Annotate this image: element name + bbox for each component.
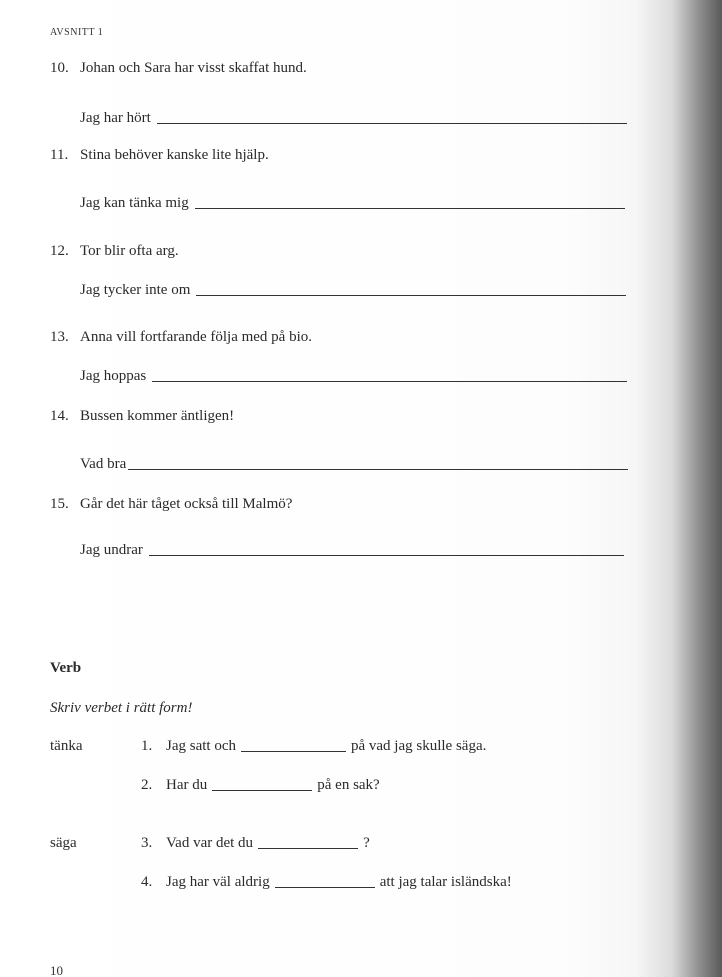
- answer-line: [80, 456, 628, 473]
- verb-after-text: att jag talar isländska!: [379, 874, 512, 890]
- exercise-number: 14.: [50, 408, 69, 424]
- verb-exercise-number: 1.: [141, 738, 153, 754]
- answer-blank[interactable]: [149, 554, 624, 556]
- answer-start: Jag har hört: [80, 110, 151, 126]
- answer-line: [80, 195, 625, 212]
- verb-word: säga: [50, 835, 77, 851]
- exercise-prompt: [50, 60, 307, 77]
- exercise-prompt: [50, 329, 312, 346]
- exercise-prompt: [50, 243, 179, 260]
- exercise-prompt-text: Johan och Sara har visst skaffat hund.: [80, 60, 307, 76]
- verb-after-text: på en sak?: [317, 777, 380, 793]
- exercise-prompt: [50, 496, 292, 513]
- verb-exercise-row: [141, 874, 512, 891]
- exercise-number: 12.: [50, 243, 69, 259]
- answer-blank[interactable]: [152, 380, 627, 382]
- answer-line: [80, 368, 627, 385]
- answer-blank[interactable]: [157, 122, 627, 124]
- verb-exercise-number: 4.: [141, 874, 153, 890]
- exercise-prompt-text: Bussen kommer äntligen!: [80, 408, 235, 424]
- exercise-number: 11.: [50, 147, 69, 163]
- verb-blank[interactable]: [258, 847, 358, 849]
- exercise-prompt-text: Går det här tåget också till Malmö?: [80, 496, 293, 512]
- verb-before-text: Har du: [166, 777, 208, 793]
- verb-blank[interactable]: [275, 886, 375, 888]
- answer-start: Jag undrar: [80, 542, 143, 558]
- answer-start: Jag hoppas: [80, 368, 147, 384]
- verb-blank[interactable]: [212, 789, 312, 791]
- exercise-prompt-text: Tor blir ofta arg.: [80, 243, 179, 259]
- verb-before-text: Jag satt och: [166, 738, 236, 754]
- verb-word: tänka: [50, 738, 83, 754]
- exercise-prompt-text: Anna vill fortfarande följa med på bio.: [80, 329, 313, 345]
- answer-line: [80, 110, 627, 127]
- answer-blank[interactable]: [195, 207, 625, 209]
- section-label: AVSNITT 1: [50, 27, 104, 38]
- verb-before-text: Vad var det du: [166, 835, 254, 851]
- exercise-prompt: [50, 408, 234, 425]
- verb-exercise-row: [141, 777, 380, 794]
- answer-blank[interactable]: [196, 294, 626, 296]
- exercise-number: 15.: [50, 496, 69, 512]
- verb-before-text: Jag har väl aldrig: [166, 874, 270, 890]
- answer-start: Jag kan tänka mig: [80, 195, 189, 211]
- exercise-number: 13.: [50, 329, 69, 345]
- exercise-prompt-text: Stina behöver kanske lite hjälp.: [80, 147, 269, 163]
- verb-instruction: Skriv verbet i rätt form!: [50, 700, 193, 716]
- exercise-number: 10.: [50, 60, 69, 76]
- verb-after-text: ?: [363, 835, 370, 851]
- answer-blank[interactable]: [128, 468, 628, 470]
- exercise-prompt: [50, 147, 269, 164]
- verb-exercise-number: 2.: [141, 777, 153, 793]
- verb-heading: Verb: [50, 660, 82, 676]
- page-number: 10: [50, 963, 63, 977]
- verb-after-text: på vad jag skulle säga.: [350, 738, 487, 754]
- answer-line: [80, 282, 626, 299]
- answer-start: Jag tycker inte om: [80, 282, 191, 298]
- answer-line: [80, 542, 624, 559]
- verb-exercise-row: [141, 835, 370, 852]
- verb-exercise-row: [141, 738, 486, 755]
- answer-start: Vad bra: [80, 456, 127, 472]
- verb-blank[interactable]: [241, 750, 346, 752]
- verb-exercise-number: 3.: [141, 835, 153, 851]
